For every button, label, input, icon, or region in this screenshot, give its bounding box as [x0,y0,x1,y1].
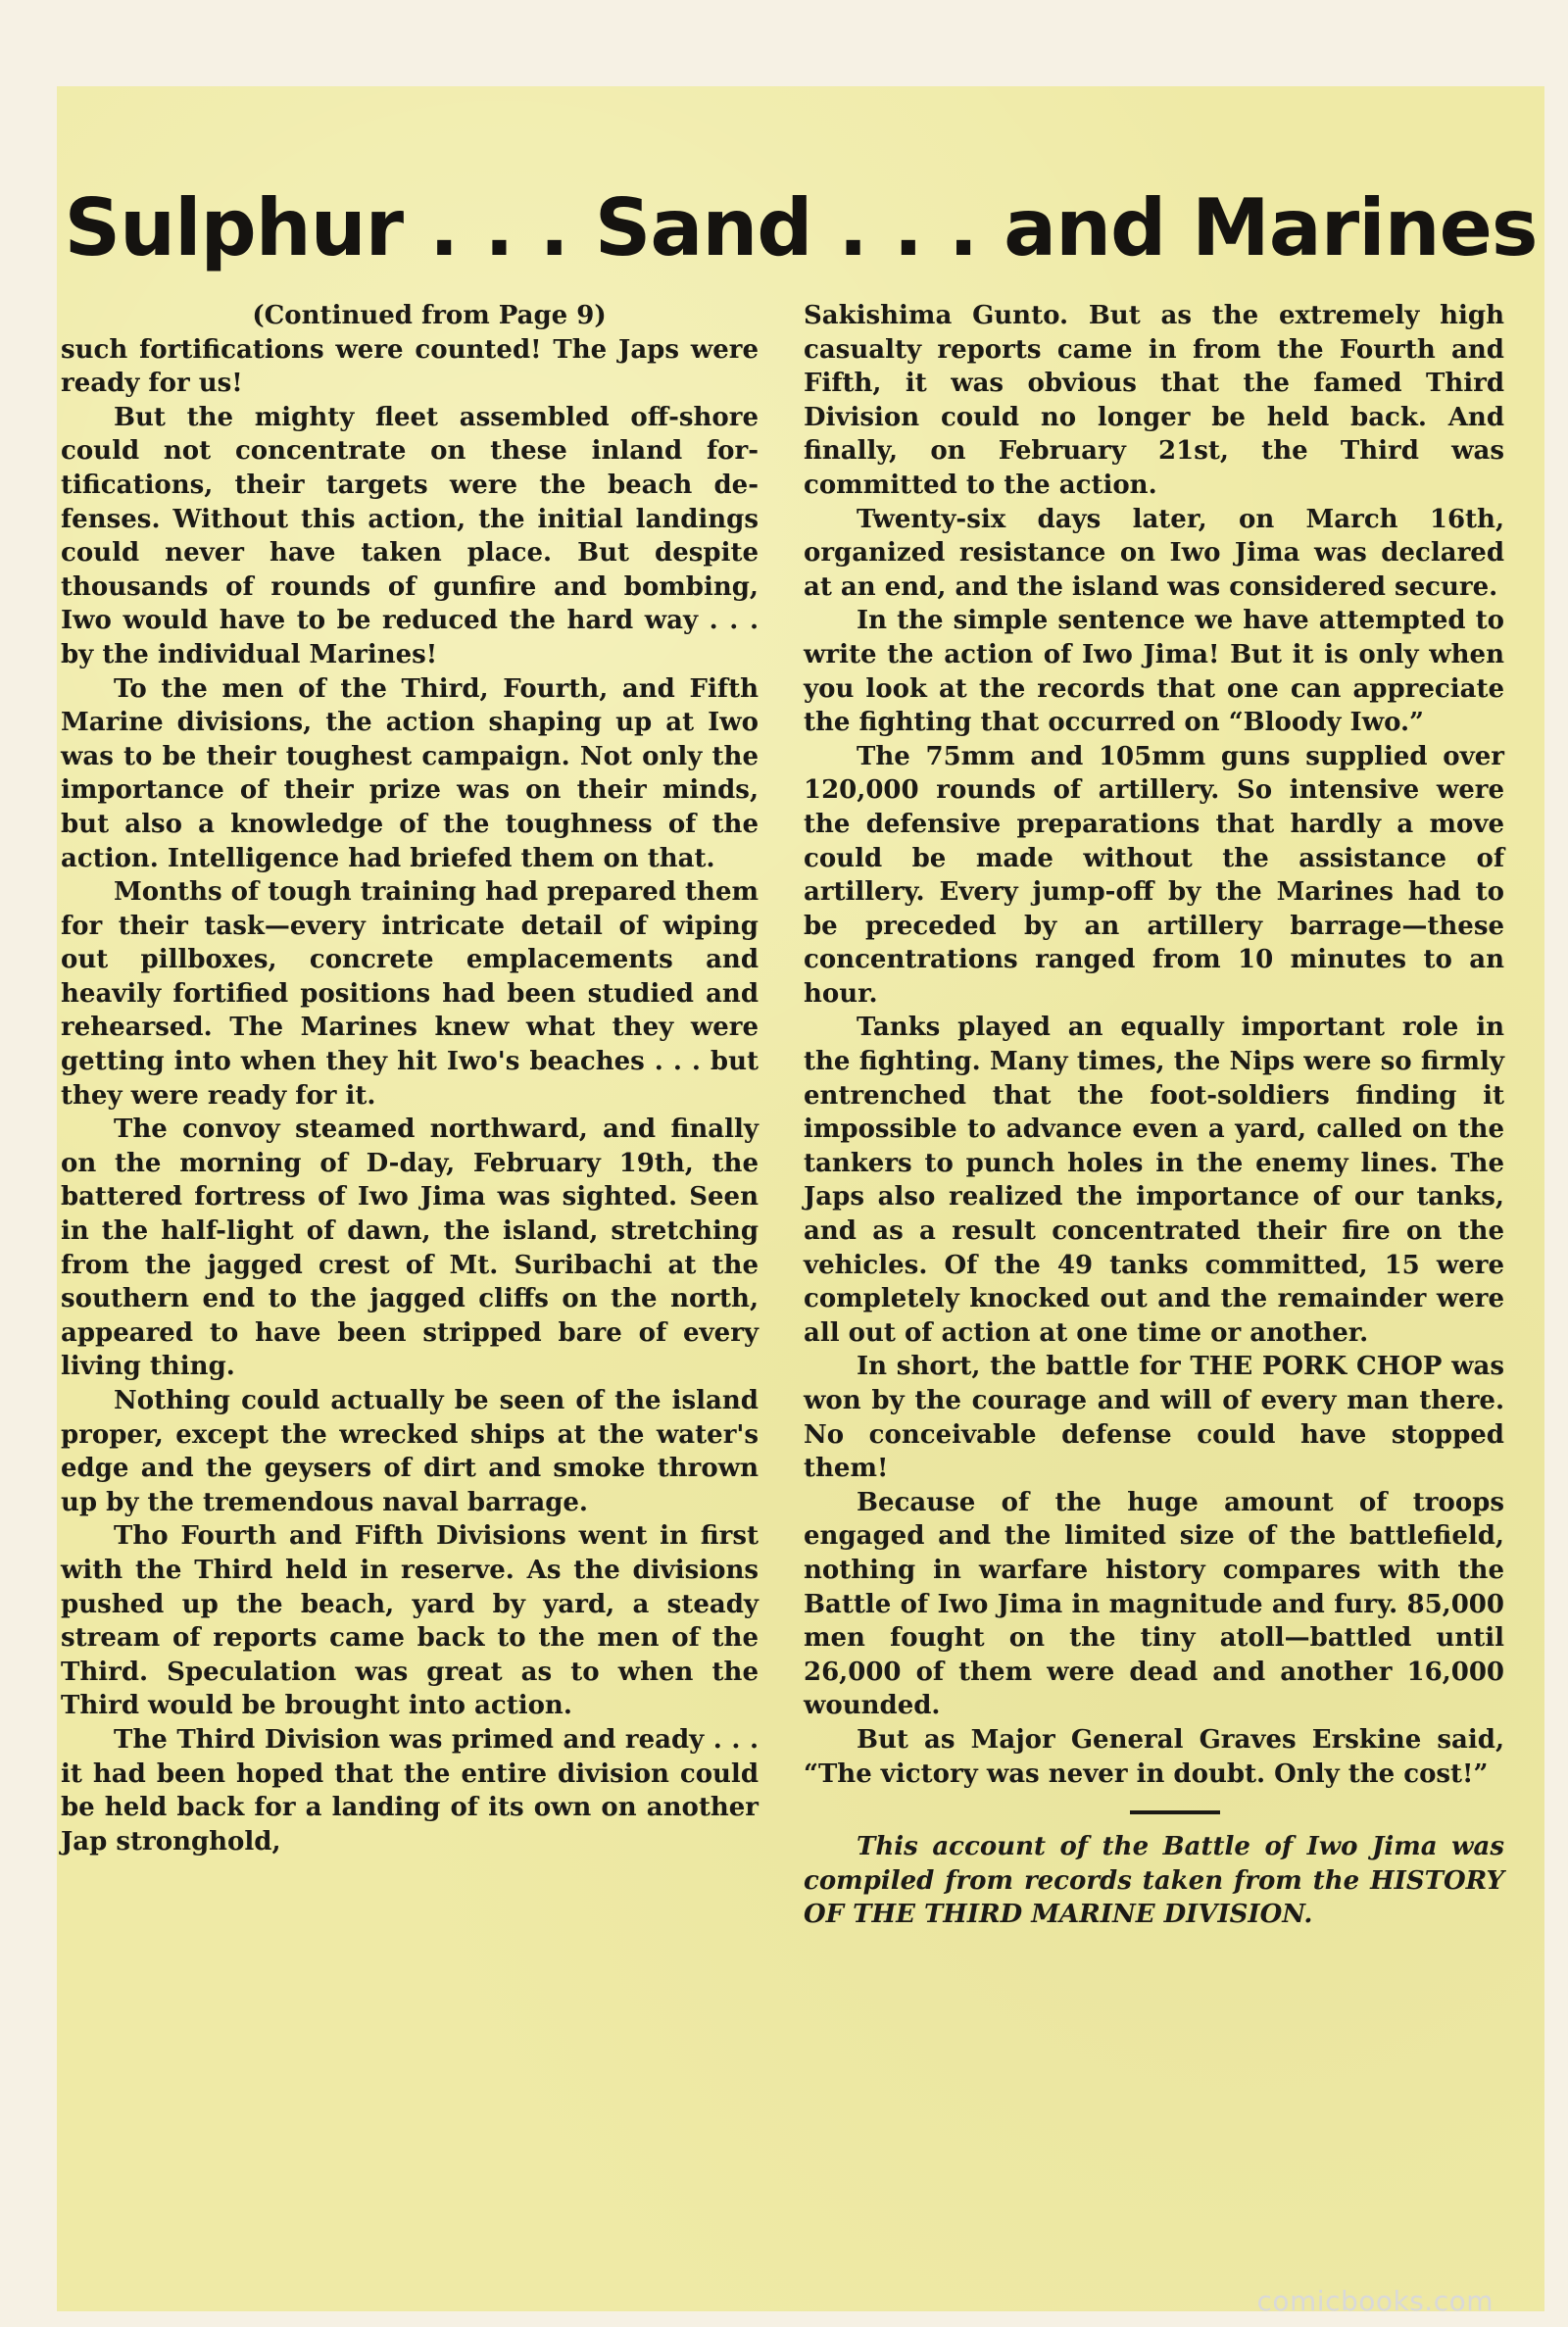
continued-note: (Continued from Page 9) [252,301,607,330]
paragraph: Tanks played an equally important role in the fighting. Many times, the Nips were so firmly entrenched that the foot-soldiers finding it impossible to advance even a yard, called on the tankers to punch holes in the enemy lines. The Japs also realized the importance of our tanks, and as a result concentrated their fire on the vehicles. Of the 49 tanks committed, 15 were completely knocked out and the remainder were all out of action at one time or another. [804,1013,1504,1348]
paragraph: The 75mm and 105mm guns supplied over 120,000 rounds of artillery. So intensive were the defensive preparations that hardly a move could be made without the assistance of artillery. Every jump-off by the Marines had to be preceded by an artillery barrage—these concentrations ranged from 10 minutes to an hour. [804,741,1504,1009]
paragraph: The convoy steamed northward, and finally on the morning of D-day, February 19th, the battered fortress of Iwo Jima was sighted. Seen in the half-light of dawn, the island, stretching from the jagged crest of Mt. Suribachi at the southern end to the jagged cliffs on the north, appeared to have been stripped bare of every living thing. [61,1114,759,1382]
paragraph: Nothing could actually be seen of the island proper, except the wrecked ships at the water's edge and the geysers of dirt and smoke thrown up by the tremendous naval barrage. [61,1386,759,1517]
paragraph: such fortifications were counted! The Japs were ready for us! [61,334,759,399]
left-column [61,299,759,1858]
paragraph: But the mighty fleet assembled off-shore could not concentrate on these inland fortifications, their targets were the beach defenses. Without this action, the initial landings could never have taken place. But despite thousands of rounds of gunfire and bombing, Iwo would have to be reduced the hard way . . . by the individual Marines! [61,402,759,669]
paragraph: Tho Fourth and Fifth Divisions went in first with the Third held in reserve. As the divisions pushed up the beach, yard by yard, a steady stream of reports came back to the men of the Third. Speculation was great as to when the Third would be brought into action. [61,1521,759,1721]
paragraph: Months of tough training had prepared them for their task—every intricate detail of wiping out pillboxes, concrete emplacements and heavily fortified positions had been studied and rehearsed. The Marines knew what they were getting into when they hit Iwo's beaches . . . but they were ready for it. [61,877,759,1111]
paragraph: In short, the battle for THE PORK CHOP was won by the courage and will of every man there. No conceivable defense could have stopped them! [804,1352,1504,1484]
right-column [804,299,1504,1932]
paragraph: Sakishima Gunto. But as the extremely high casualty reports came in from the Fourth and Fifth, it was obvious that the famed Third Division could no longer be held back. And finally, on February 21st, the Third was committed to the action. [804,301,1504,500]
source-credit: This account of the Battle of Iwo Jima was compiled from records taken from the HISTORY OF THE THIRD MARINE DIVISION. [804,1832,1504,1930]
paragraph: Twenty-six days later, on March 16th, organized resistance on Iwo Jima was declared at an end, and the island was considered secure. [804,504,1504,602]
paragraph: The Third Division was primed and ready . . . it had been hoped that the entire division could be held back for a landing of its own on another Jap stronghold, [61,1724,759,1857]
paragraph: Because of the huge amount of troops engaged and the limited size of the battlefield, nothing in warfare history compares with the Battle of Iwo Jima in magnitude and fury. 85,000 men fought on the tiny atoll—battled until 26,000 of them were dead and another 16,000 wounded. [804,1487,1504,1721]
paragraph: But as Major General Graves Erskine said, “The victory was never in doubt. Only the cost!” [804,1724,1504,1789]
divider-rule [1130,1810,1220,1814]
paragraph: To the men of the Third, Fourth, and Fifth Marine divisions, the action shaping up at Iwo was to be their toughest campaign. Not only the importance of their prize was on their minds, but also a knowledge of the toughness of the action. Intelligence had briefed them on that. [61,673,759,873]
page-title: Sulphur . . . Sand . . . and Marines [64,182,1538,273]
paragraph: In the simple sentence we have attempted to write the action of Iwo Jima! But it is only when you look at the records that one can appreciate the fighting that occurred on “Bloody Iwo.” [804,606,1504,738]
watermark: comicbooks.com [1256,2285,1494,2317]
